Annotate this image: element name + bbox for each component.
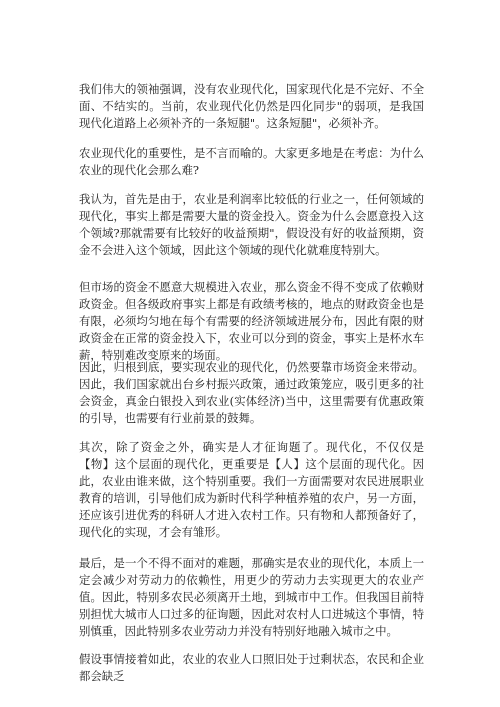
body-paragraph: 因此，归根到底，要实现农业的现代化，仍然要靠市场资金来带动。因此，我们国家就出台乡村振兴政策，通过政策笼应，吸引更多的社会资金，真金白银投入到农业(实体经济)当中，这里需要有优惠政策的引导，也需要有行业前景的鼓舞。 [79,360,424,426]
body-paragraph: 其次，除了资金之外，确实是人才征询题了。现代化，不仅仅是【物】这个层面的现代化，更重要是【人】这个层面的现代化。因此，农业由谁来做，这个特别重要。我们一方面需要对农民进展职业教育的培训，引导他们成为新时代科学种植养殖的农户，另一方面，还应该引进优秀的科研人才进入农村工作。只有物和人都预备好了，现代化的实现，才会有雏形。 [79,440,424,540]
body-paragraph: 我们伟大的领袖强调，没有农业现代化，国家现代化是不完好、不全面、不结实的。当前，农业现代化仍然是四化同步"的弱项，是我国现代化道路上必须补齐的一条短腿"。这条短腿"，必须补齐。 [79,82,424,131]
body-paragraph: 我认为，首先是由于，农业是利润率比较低的行业之一，任何领域的现代化，事实上都是需要大量的资金投入。资金为什么会愿意投入这个领域?那就需要有比较好的收益预期"，假设没有好的收益预期，资金不会进入这个领域，因此这个领域的现代化就难度特别大。 [79,192,424,258]
body-paragraph: 最后，是一个不得不面对的难题，那确实是农业的现代化，本质上一定会减少对劳动力的依赖性，用更少的劳动力去实现更大的农业产值。因此，特别多农民必须离开土地，到城市中工作。但我国目前特别担忧大城市人口过多的征询题，因此对农村人口进城这个事情，特别慎重，因此特别多农业劳动力并没有特别好地融入城市之中。 [79,556,424,639]
body-paragraph: 假设事情接着如此，农业的农业人口照旧处于过剩状态，农民和企业都会缺乏 [79,652,424,684]
body-paragraph: 农业现代化的重要性，是不言而喻的。大家更多地是在考虑：为什么农业的现代化会那么难? [79,146,424,178]
body-paragraph: 但市场的资金不愿意大规模进入农业，那么资金不得不变成了依赖财政资金。但各级政府事实上都是有政绩考核的，地点的财政资金也是有限，必须均匀地在每个有需要的经济领域进展分布，因此有限的财政资金在正常的资金投入下，农业可以分到的资金，事实上是杯水车薪，特别难改变原来的场面。 [79,280,424,363]
